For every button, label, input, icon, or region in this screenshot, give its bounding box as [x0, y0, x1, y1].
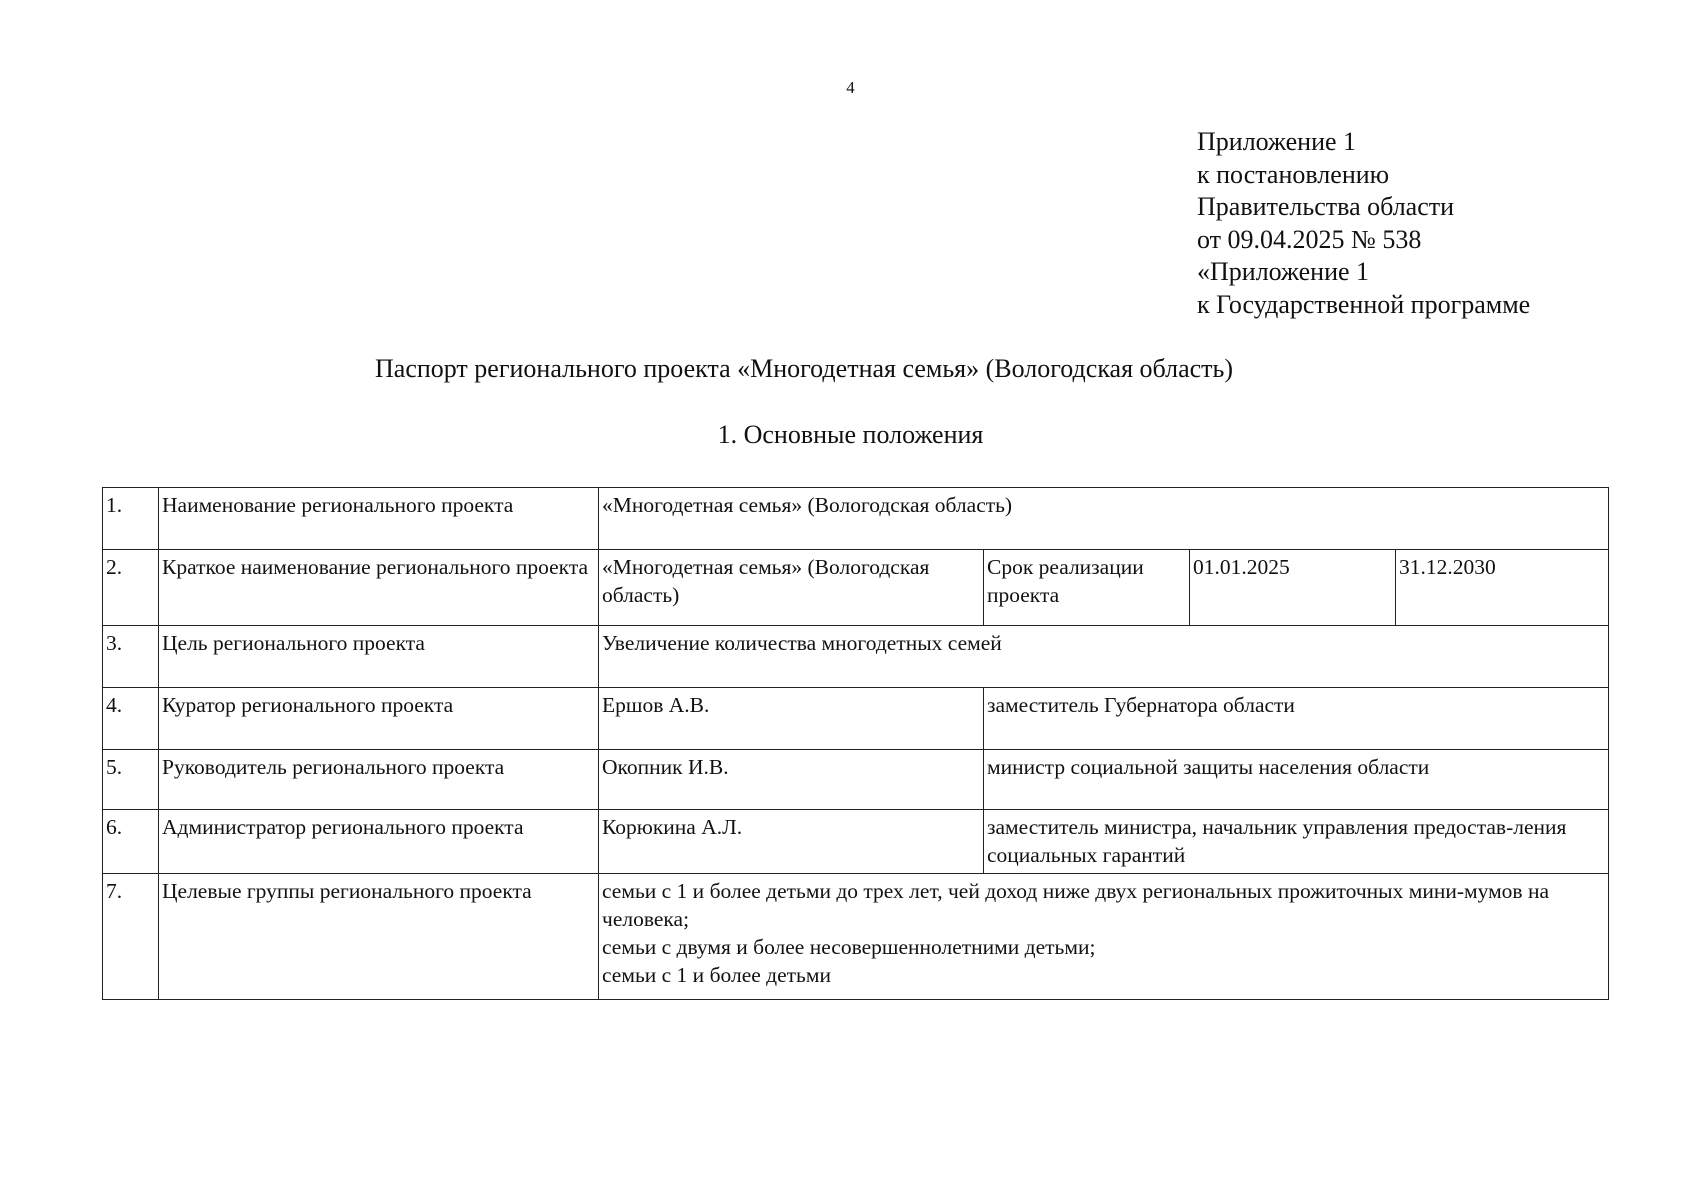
- curator-name: Ершов А.В.: [599, 688, 984, 750]
- row-number: 1.: [103, 488, 159, 550]
- table-row: [103, 810, 1609, 874]
- document-title: Паспорт регионального проекта «Многодетная семья» (Вологодская область): [375, 354, 1234, 383]
- section-title-text: 1. Основные положения: [717, 420, 984, 449]
- appendix-line: Приложение 1: [1197, 127, 1357, 156]
- target-group-item: семьи с 1 и более детьми: [602, 963, 831, 987]
- administrator-position: заместитель министра, начальник управления предостав-ления социальных гарантий: [984, 810, 1609, 874]
- appendix-line: к постановлению: [1197, 159, 1390, 189]
- row-number: 5.: [103, 750, 159, 810]
- target-group-item: семьи с 1 и более детьми до трех лет, чей доход ниже двух региональных прожиточных мини-мумов на человека;: [602, 879, 1550, 931]
- term-label: Срок реализации проекта: [984, 550, 1190, 626]
- table-row: [103, 550, 1609, 626]
- row-label: Наименование регионального проекта: [159, 488, 599, 550]
- row-label: Руководитель регионального проекта: [159, 750, 599, 810]
- project-short-name-value: «Многодетная семья» (Вологодская область): [599, 550, 984, 626]
- appendix-line: от 09.04.2025 № 538: [1197, 224, 1422, 254]
- head-position: министр социальной защиты населения области: [984, 750, 1609, 810]
- section-title: [0, 420, 1701, 450]
- appendix-line: Правительства области: [1197, 192, 1455, 221]
- target-group-item: семьи с двумя и более несовершеннолетними детьми;: [602, 935, 1096, 959]
- administrator-name: Корюкина А.Л.: [599, 810, 984, 874]
- appendix-line: «Приложение 1: [1197, 257, 1370, 286]
- passport-table: [102, 487, 1609, 1000]
- table-row: [103, 488, 1609, 550]
- row-number: 7.: [103, 874, 159, 1000]
- row-label: Краткое наименование регионального проекта: [159, 550, 599, 626]
- table-row: [103, 688, 1609, 750]
- page-number: [0, 78, 1701, 98]
- project-name-value: «Многодетная семья» (Вологодская область): [599, 488, 1609, 550]
- row-number: 3.: [103, 626, 159, 688]
- appendix-header: [1197, 126, 1530, 321]
- row-number: 6.: [103, 810, 159, 874]
- row-label: Цель регионального проекта: [159, 626, 599, 688]
- project-goal-value: Увеличение количества многодетных семей: [599, 626, 1609, 688]
- table-row: [103, 874, 1609, 1000]
- appendix-line: к Государственной программе: [1197, 289, 1531, 319]
- table-row: [103, 750, 1609, 810]
- row-label: Целевые группы регионального проекта: [159, 874, 599, 1000]
- curator-position: заместитель Губернатора области: [984, 688, 1609, 750]
- row-label: Администратор регионального проекта: [159, 810, 599, 874]
- page-number-text: 4: [846, 78, 855, 97]
- table-row: [103, 626, 1609, 688]
- start-date: 01.01.2025: [1190, 550, 1396, 626]
- end-date: 31.12.2030: [1396, 550, 1609, 626]
- target-groups-cell: [599, 874, 1609, 1000]
- head-name: Окопник И.В.: [599, 750, 984, 810]
- row-label: Куратор регионального проекта: [159, 688, 599, 750]
- row-number: 4.: [103, 688, 159, 750]
- row-number: 2.: [103, 550, 159, 626]
